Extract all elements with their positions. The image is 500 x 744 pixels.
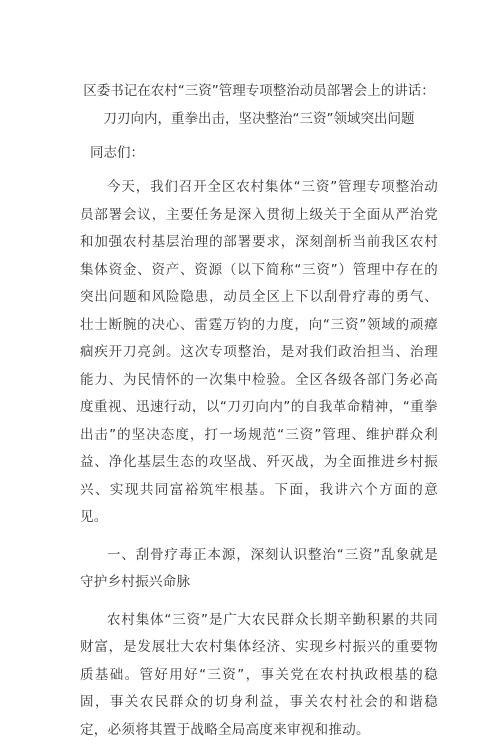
document-subtitle: 刀刃向内，重拳出击，坚决整治“三资”领域突出问题 <box>80 108 438 130</box>
greeting: 同志们： <box>80 142 438 164</box>
document-title: 区委书记在农村“三资”管理专项整治动员部署会上的讲话： <box>80 80 438 102</box>
section-heading-1: 一、刮骨疗毒正本源，深刻认识整治“三资”乱象就是守护乡村振兴命脉 <box>80 542 438 597</box>
intro-paragraph: 今天，我们召开全区农村集体“三资”管理专项整治动员部署会议，主要任务是深入贯彻上级关于全面从严治党和加强农村基层治理的部署要求，深刻剖析当前我区农村集体资金、资产、资源（以下简称“三资”）管理中存在的突出问题和风险隐患，动员全区上下以刮骨疗毒的勇气、壮士断腕的决心、雷霆万钧的力度，向“三资”领域的顽瘴痼疾开刀亮剑。这次专项整治，是对我们政治担当、治理能力、为民情怀的一次集中检验。全区各级各部门务必高度重视、迅速行动，以“刀刃向内”的自我革命精神，“重拳出击”的坚决态度，打一场规范“三资”管理、维护群众利益、净化基层生态的攻坚战、歼灭战，为全面推进乡村振兴、实现共同富裕筑牢根基。下面，我讲六个方面的意见。 <box>80 174 438 532</box>
section-1-paragraph: 农村集体“三资”是广大农民群众长期辛勤积累的共同财富，是发展壮大农村集体经济、实现乡村振兴的重要物质基础。管好用好“三资”，事关党在农村执政根基的稳固，事关农民群众的切身利益，事关农村社会的和谐稳定，必须将其置于战略全局高度来审视和推动。 <box>80 607 438 744</box>
